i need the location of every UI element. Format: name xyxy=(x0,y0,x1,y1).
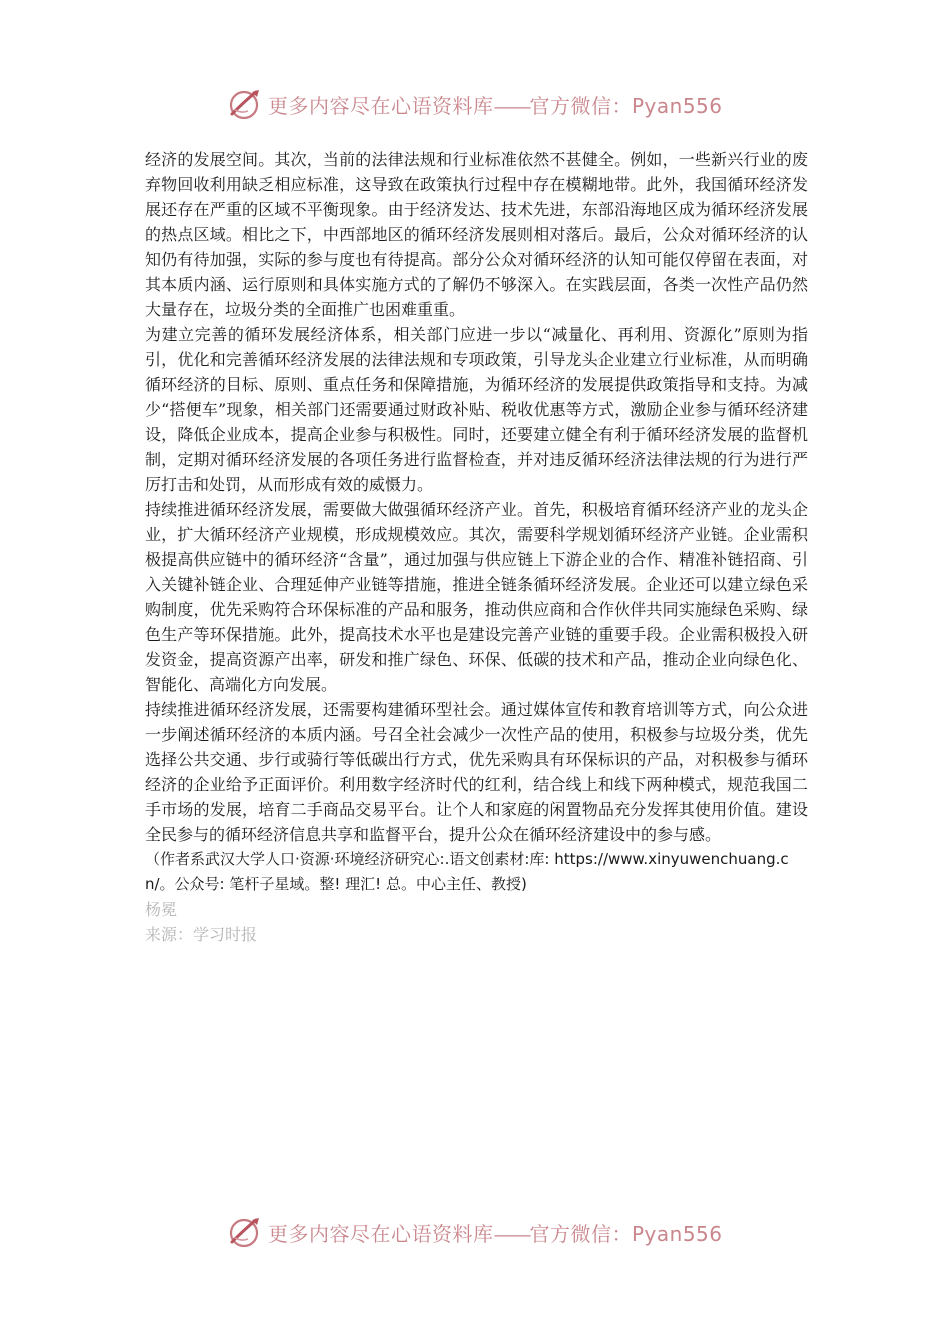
source-line: 来源：学习时报 xyxy=(145,925,258,944)
watermark-dash: —— xyxy=(493,93,530,118)
watermark-dash: —— xyxy=(493,1221,530,1246)
watermark-site-text: 更多内容尽在心语资料库 xyxy=(268,93,494,118)
watermark-wechat-label: 官方微信： xyxy=(529,93,632,118)
watermark-text xyxy=(268,1218,723,1247)
pen-circle-logo-icon xyxy=(226,1214,262,1250)
watermark-site-text: 更多内容尽在心语资料库 xyxy=(268,1221,494,1246)
author-name: 杨冕 xyxy=(145,900,178,919)
article-paragraph-4: 持续推进循环经济发展，还需要构建循环型社会。通过媒体宣传和教育培训等方式，向公众进一步阐述循环经济的本质内涵。号召全社会减少一次性产品的使用，积极参与垃圾分类，优先选择公共交通、步行或骑行等低碳出行方式，优先采购具有环保标识的产品，对积极参与循环经济的企业给予正面评价。利用数字经济时代的红利，结合线上和线下两种模式，规范我国二手市场的发展，培育二手商品交易平台。让个人和家庭的闲置物品充分发挥其使用价值。建设全民参与的循环经济信息共享和监督平台，提升公众在循环经济建设中的参与感。 xyxy=(145,700,808,844)
article-paragraph-3: 持续推进循环经济发展，需要做大做强循环经济产业。首先，积极培育循环经济产业的龙头企业，扩大循环经济产业规模，形成规模效应。其次，需要科学规划循环经济产业链。企业需积极提高供应链中的循环经济“含量”，通过加强与供应链上下游企业的合作、精准补链招商、引入关键补链企业、合理延伸产业链等措施，推进全链条循环经济发展。企业还可以建立绿色采购制度，优先采购符合环保标准的产品和服务，推动供应商和合作伙伴共同实施绿色采购、绿色生产等环保措施。此外，提高技术水平也是建设完善产业链的重要手段。企业需积极投入研发资金，提高资源产出率，研发和推广绿色、环保、低碳的技术和产品，推动企业向绿色化、智能化、高端化方向发展。 xyxy=(145,500,808,694)
author-credit: （作者系武汉大学人口·资源·环境经济研究心:.语文创素材:库: https://www.xinyuwenchuang.cn/。公众号: 笔杆子星域。整! 理汇! 总。中心主任、教授) xyxy=(145,850,789,893)
article-paragraph-1: 经济的发展空间。其次，当前的法律法规和行业标准依然不甚健全。例如，一些新兴行业的废弃物回收利用缺乏相应标准，这导致在政策执行过程中存在模糊地带。此外，我国循环经济发展还存在严重的区域不平衡现象。由于经济发达、技术先进，东部沿海地区成为循环经济发展的热点区域。相比之下，中西部地区的循环经济发展则相对落后。最后，公众对循环经济的认知仍有待加强，实际的参与度也有待提高。部分公众对循环经济的认知可能仅停留在表面，对其本质内涵、运行原则和具体实施方式的了解仍不够深入。在实践层面，各类一次性产品仍然大量存在，垃圾分类的全面推广也困难重重。 xyxy=(145,150,808,319)
watermark-text xyxy=(268,90,723,119)
watermark-banner-bottom xyxy=(0,1212,950,1252)
watermark-banner-top xyxy=(0,84,950,124)
watermark-wechat-id: Pyan556 xyxy=(632,1221,723,1246)
watermark-wechat-id: Pyan556 xyxy=(632,93,723,118)
article-paragraph-2: 为建立完善的循环发展经济体系，相关部门应进一步以“减量化、再利用、资源化”原则为指引，优化和完善循环经济发展的法律法规和专项政策，引导龙头企业建立行业标准，从而明确循环经济的目标、原则、重点任务和保障措施，为循环经济的发展提供政策指导和支持。为减少“搭便车”现象，相关部门还需要通过财政补贴、税收优惠等方式，激励企业参与循环经济建设，降低企业成本，提高企业参与积极性。同时，还要建立健全有利于循环经济发展的监督机制，定期对循环经济发展的各项任务进行监督检查，并对违反循环经济法律法规的行为进行严厉打击和处罚，从而形成有效的威慑力。 xyxy=(145,325,808,494)
watermark-wechat-label: 官方微信： xyxy=(529,1221,632,1246)
pen-circle-logo-icon xyxy=(226,86,262,122)
article-body xyxy=(145,147,808,947)
